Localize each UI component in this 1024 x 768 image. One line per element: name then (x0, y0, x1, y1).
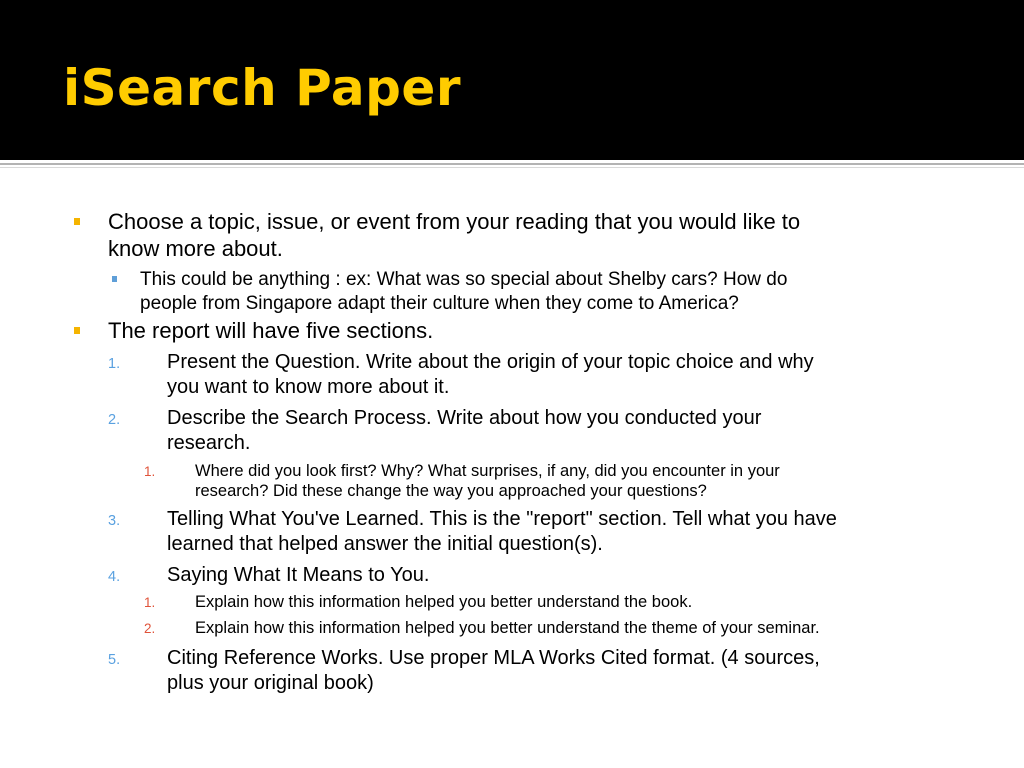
section-text: Telling What You've Learned. This is the "report" section. Tell what you have (167, 508, 837, 530)
square-bullet-icon (112, 276, 117, 282)
section-number: 4. (108, 569, 121, 585)
subsection-number: 2. (144, 621, 156, 636)
section-number: 2. (108, 412, 121, 428)
slide-title: iSearch Paper (63, 59, 462, 117)
section-number: 3. (108, 513, 121, 529)
subsection-number: 1. (144, 595, 156, 610)
section-text: Describe the Search Process. Write about how you conducted your (167, 407, 762, 429)
subsection-text: Explain how this information helped you better understand the theme of your seminar. (195, 619, 820, 637)
sub-bullet-text: This could be anything : ex: What was so special about Shelby cars? How do (140, 269, 788, 290)
section-number: 5. (108, 652, 121, 668)
bullet-text: The report will have five sections. (108, 318, 434, 343)
title-bar (0, 0, 1024, 160)
divider-line (0, 163, 1024, 165)
divider-line (0, 167, 1024, 168)
square-bullet-icon (74, 218, 80, 225)
section-text: Citing Reference Works. Use proper MLA Works Cited format. (4 sources, (167, 647, 820, 669)
bullet-text: Choose a topic, issue, or event from your reading that you would like to (108, 209, 801, 234)
square-bullet-icon (74, 327, 80, 334)
section-text: learned that helped answer the initial question(s). (167, 533, 603, 555)
section-number: 1. (108, 356, 121, 372)
section-text: research. (167, 432, 251, 454)
sub-bullet-text: people from Singapore adapt their culture when they come to America? (140, 293, 739, 314)
section-text: you want to know more about it. (167, 376, 450, 398)
subsection-text: research? Did these change the way you approached your questions? (195, 482, 707, 500)
subsection-text: Explain how this information helped you better understand the book. (195, 593, 693, 611)
subsection-number: 1. (144, 464, 156, 479)
section-text: plus your original book) (167, 672, 374, 694)
bullet-text: know more about. (108, 236, 283, 261)
section-text: Present the Question. Write about the origin of your topic choice and why (167, 351, 814, 373)
subsection-text: Where did you look first? Why? What surprises, if any, did you encounter in your (195, 462, 780, 480)
section-text: Saying What It Means to You. (167, 564, 430, 586)
